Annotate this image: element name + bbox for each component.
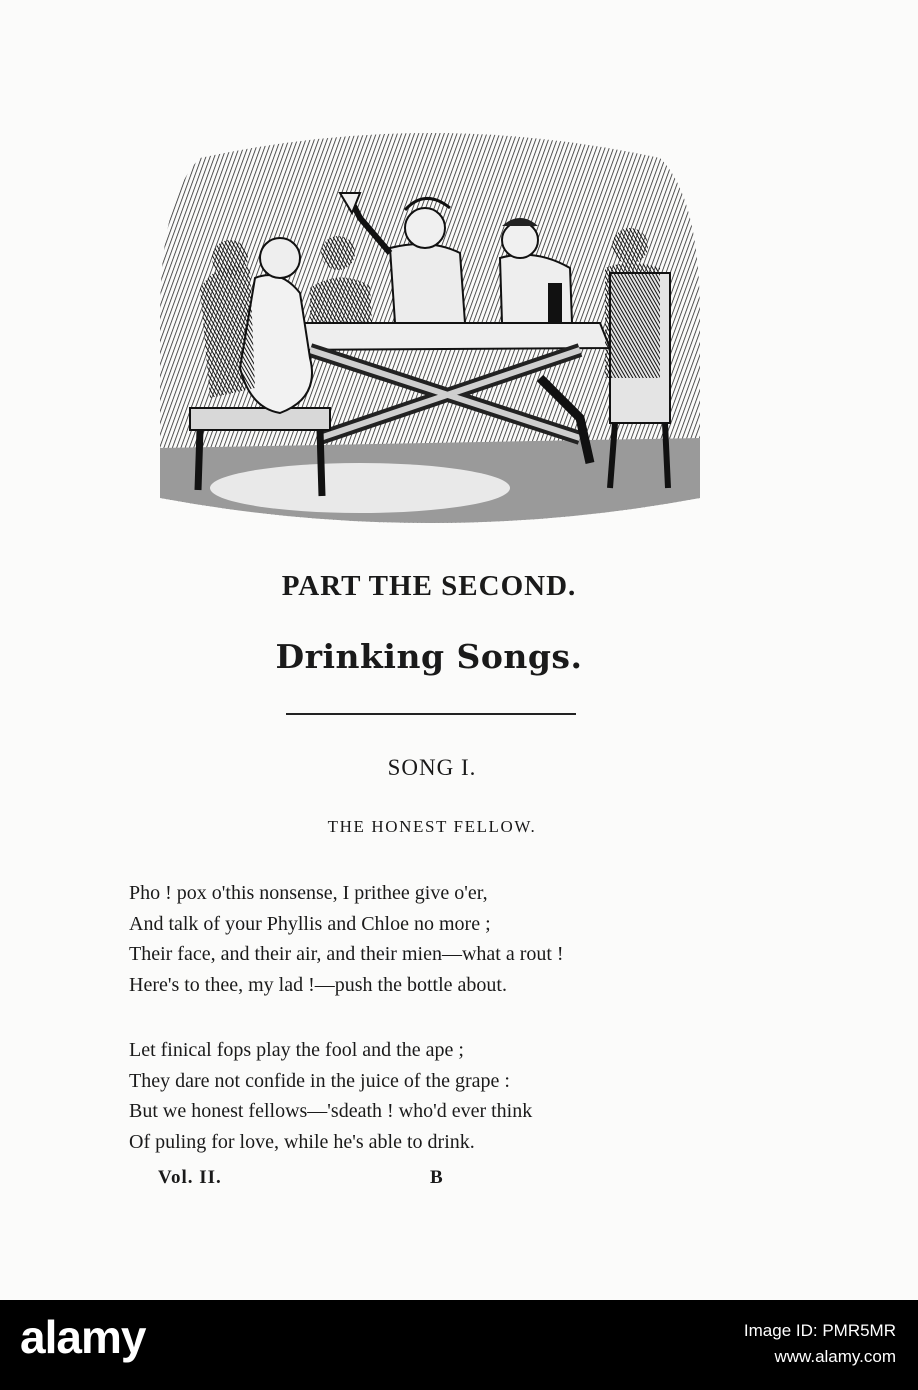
verse-line: But we honest fellows—'sdeath ! who'd ever think: [129, 1100, 533, 1122]
part-title: PART THE SECOND.: [281, 570, 577, 602]
divider-rule: [286, 713, 576, 715]
stanza-2: [129, 1035, 769, 1157]
verse-line: Let finical fops play the fool and the ape ;: [129, 1039, 464, 1061]
signature-mark: B: [430, 1167, 443, 1188]
section-title: Drinking Songs.: [275, 637, 583, 676]
image-id-label: Image ID: PMR5MR: [743, 1321, 896, 1340]
tavern-engraving-illustration: [160, 118, 700, 530]
song-title: THE HONEST FELLOW.: [327, 817, 537, 836]
song-number: SONG I.: [387, 755, 477, 780]
verse-line: Here's to thee, my lad !—push the bottle about.: [129, 973, 507, 996]
verse-line: And talk of your Phyllis and Chloe no more ;: [129, 912, 491, 935]
site-url: www.alamy.com: [774, 1347, 896, 1366]
verse-line: Their face, and their air, and their mien—what a rout !: [129, 943, 564, 965]
alamy-logo: alamy: [20, 1311, 146, 1363]
stock-image-info: [744, 1318, 896, 1370]
verse-line: Of puling for love, while he's able to drink.: [129, 1130, 475, 1153]
verse-line: Pho ! pox o'this nonsense, I prithee give o'er,: [129, 882, 488, 904]
volume-footer: Vol. II.: [158, 1167, 222, 1188]
stanza-1: [129, 878, 769, 1000]
verse-line: They dare not confide in the juice of the grape :: [129, 1069, 510, 1092]
